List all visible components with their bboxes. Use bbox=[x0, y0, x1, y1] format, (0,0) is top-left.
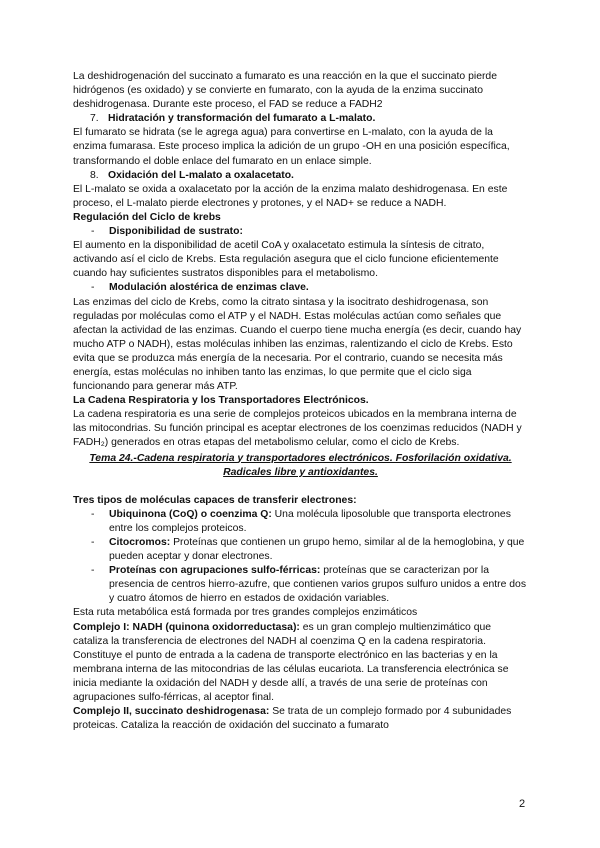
section-7-heading bbox=[73, 112, 528, 126]
bullet-ubiquinone bbox=[73, 508, 528, 536]
heading-electron-carriers: Tres tipos de moléculas capaces de transferir electrones: bbox=[73, 494, 357, 506]
bullet-dash: - bbox=[91, 226, 95, 238]
paragraph-allosteric-modulation: Las enzimas del ciclo de Krebs, como la citrato sintasa y la isocitrato deshidrogenasa, son reguladas por moléculas como el ATP y el NADH. Estas moléculas actúan como señales que afectan la actividad de las enzimas. Cuando el cuerpo tiene mucha energía (es decir, cuando hay mucho ATP o NADH), estas moléculas inhiben las enzimas, ralentizando el ciclo de Krebs. Esto evita que se produzca más energía de la necesaria. Por el contrario, cuando se necesita más energía, estas moléculas no inhiben tanto las enzimas, lo que permite que el ciclo siga funcionando para generar más ATP. bbox=[73, 296, 522, 393]
document-body bbox=[73, 70, 528, 733]
section-8-heading bbox=[73, 169, 528, 183]
paragraph-malate-oxidation: El L-malato se oxida a oxalacetato por la acción de la enzima malato deshidrogenasa. En este proceso, el L-malato pierde electrones y protones, y el NAD+ se reduce a NADH. bbox=[73, 183, 508, 209]
cytochromes-text: Proteínas que contienen un grupo hemo, similar al de la hemoglobina, y que pueden aceptar y donar electrones. bbox=[109, 537, 525, 563]
section-7-number: 7. bbox=[90, 113, 99, 125]
section-8-title: Oxidación del L-malato a oxalacetato. bbox=[108, 169, 294, 181]
complex-2-title: Complejo II, succinato deshidrogenasa: bbox=[73, 706, 270, 718]
paragraph-complex-1 bbox=[73, 621, 528, 706]
bullet-substrate-availability bbox=[73, 225, 528, 239]
bullet-allosteric-title: Modulación alostérica de enzimas clave. bbox=[109, 282, 309, 294]
bullet-substrate-title: Disponibilidad de sustrato: bbox=[109, 226, 243, 238]
bullet-dash: - bbox=[91, 508, 95, 520]
paragraph-substrate-availability: El aumento en la disponibilidad de acetil CoA y oxalacetato estimula la síntesis de citrato, activando así el ciclo de Krebs. Esta regulación asegura que el ciclo funcione eficientemente cuando hay suficientes sustratos disponibles para el metabolismo. bbox=[73, 240, 499, 280]
cytochromes-title: Citocromos: bbox=[109, 537, 171, 548]
heading-respiratory-chain: La Cadena Respiratoria y los Transportadores Electrónicos. bbox=[73, 395, 369, 407]
bullet-dash: - bbox=[91, 565, 95, 577]
bullet-dash: - bbox=[91, 282, 95, 294]
ubiquinone-title: Ubiquinona (CoQ) o coenzima Q: bbox=[109, 508, 272, 520]
iron-sulfur-title: Proteínas con agrupaciones sulfo-férricas: bbox=[109, 565, 321, 577]
bullet-dash: - bbox=[91, 537, 95, 548]
section-7-title: Hidratación y transformación del fumarato a L-malato. bbox=[108, 113, 376, 125]
paragraph-metabolic-route: Esta ruta metabólica está formada por tres grandes complejos enzimáticos bbox=[73, 607, 418, 619]
iron-sulfur-text: proteínas que se caracterizan por la presencia de centros hierro-azufre, que contienen varios grupos sulfuro unidos a entre dos y cuatro átomos de hierro en estados de oxidación variables. bbox=[109, 565, 527, 605]
paragraph-fumarate-hydration: El fumarato se hidrata (se le agrega agua) para convertirse en L-malato, con la ayuda de la enzima fumarasa. Este proceso implica la adición de un grupo -OH en una posición específica, transformando el doble enlace del fumarato en un enlace simple. bbox=[73, 127, 510, 167]
spacer bbox=[73, 480, 528, 494]
complex-2-text: Se trata de un complejo formado por 4 subunidades proteicas. Cataliza la reacción de oxidación del succinato a fumarato bbox=[73, 706, 512, 732]
paragraph-succinate-dehydrogenation: La deshidrogenación del succinato a fumarato es una reacción en la que el succinato pierde hidrógenos (es oxidado) y se convierte en fumarato, con la ayuda de la enzima succinato deshidrogenasa. Durante este proceso, el FAD se reduce a FADH2 bbox=[73, 71, 497, 111]
complex-1-title: Complejo I: NADH (quinona oxidorreductasa): bbox=[73, 621, 300, 633]
bullet-allosteric-modulation bbox=[73, 281, 528, 295]
topic-24-title: Tema 24.-Cadena respiratoria y transportadores electrónicos. Fosforilación oxidativa. Radicales libre y antioxidantes. bbox=[89, 452, 512, 478]
bullet-cytochromes bbox=[73, 536, 528, 564]
heading-krebs-regulation: Regulación del Ciclo de krebs bbox=[73, 211, 221, 223]
page-number: 2 bbox=[519, 798, 526, 810]
section-8-number: 8. bbox=[90, 169, 99, 181]
bullet-iron-sulfur-proteins bbox=[73, 564, 528, 606]
ubiquinone-text: Una molécula liposoluble que transporta electrones entre los complejos proteicos. bbox=[109, 508, 511, 534]
paragraph-complex-2 bbox=[73, 705, 528, 733]
paragraph-respiratory-chain: La cadena respiratoria es una serie de complejos proteicos ubicados en la membrana interna de las mitocondrias. Su función principal es aceptar electrones de los coenzimas reducidos (NADH y FADH₂) generados en otras etapas del metabolismo celular, como el ciclo de Krebs. bbox=[73, 409, 522, 449]
complex-1-text: es un gran complejo multienzimático que cataliza la transferencia de electrones del NADH al coenzima Q en la cadena respiratoria. Constituye el punto de entrada a la cadena de transporte electrónico en las bacterias y en la membrana interna de las mitocondrias de las células eucariota. La transferencia electrónica se inicia mediante la oxidación del NADH y desde allí, a través de una serie de proteínas con agrupaciones sulfo-férricas, al aceptor final. bbox=[73, 621, 509, 704]
